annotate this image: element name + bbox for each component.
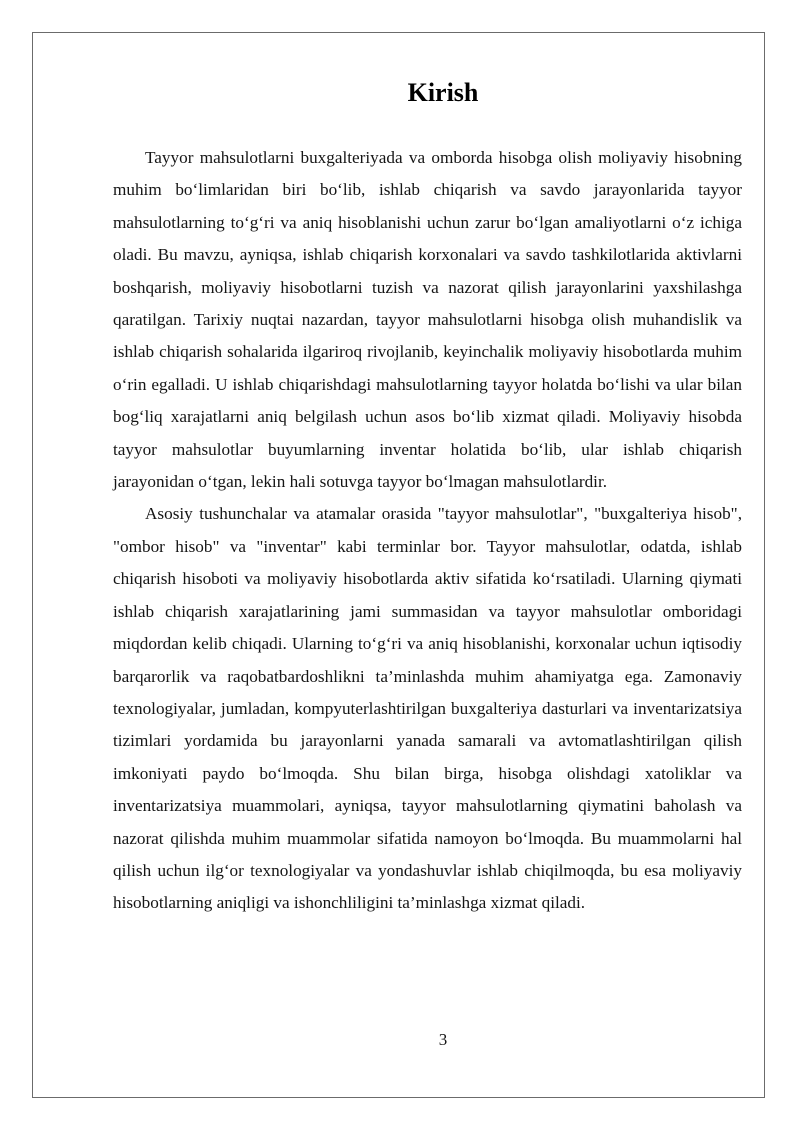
document-body xyxy=(113,142,742,920)
paragraph-key-concepts: Asosiy tushunchalar va atamalar orasida "tayyor mahsulotlar", "buxgalteriya hisob", "ombor hisob" va "inventar" kabi terminlar bor. Tayyor mahsulotlar, odatda, ishlab chiqarish hisoboti va moliyaviy hisobotlarda aktiv sifatida ko‘rsatiladi. Ularning qiymati ishlab chiqarish xarajatlarining jami summasidan va tayyor mahsulotlar omboridagi miqdordan kelib chiqadi. Ularning to‘g‘ri va aniq hisoblanishi, korxonalar uchun iqtisodiy barqarorlik va raqobatbardoshlikni ta’minlashda muhim ahamiyatga ega. Zamonaviy texnologiyalar, jumladan, kompyuterlashtirilgan buxgalteriya dasturlari va inventarizatsiya tizimlari yordamida bu jarayonlarni yanada samarali va avtomatlashtirilgan qilish imkoniyati paydo bo‘lmoqda. Shu bilan birga, hisobga olishdagi xatoliklar va inventarizatsiya muammolari, ayniqsa, tayyor mahsulotlarning qiymatini baholash va nazorat qilishda muhim muammolar sifatida namoyon bo‘lmoqda. Bu muammolarni hal qilish uchun ilg‘or texnologiyalar va yondashuvlar ishlab chiqilmoqda, bu esa moliyaviy hisobotlarning aniqligi va ishonchliligini ta’minlashga xizmat qiladi. xyxy=(113,504,742,913)
page-title: Kirish xyxy=(407,78,479,107)
page-number: 3 xyxy=(438,1030,448,1049)
paragraph-intro: Tayyor mahsulotlarni buxgalteriyada va omborda hisobga olish moliyaviy hisobning muhim bo‘limlaridan biri bo‘lib, ishlab chiqarish va savdo jarayonlarida tayyor mahsulotlarning to‘g‘ri va aniq hisoblanishi uchun zarur bo‘lgan amaliyotlarni o‘z ichiga oladi. Bu mavzu, ayniqsa, ishlab chiqarish korxonalari va savdo tashkilotlarida aktivlarni boshqarish, moliyaviy hisobotlarni tuzish va nazorat qilish jarayonlarini yaxshilashga qaratilgan. Tarixiy nuqtai nazardan, tayyor mahsulotlarni hisobga olish muhandislik va ishlab chiqarish sohalarida ilgariroq rivojlanib, keyinchalik moliyaviy hisobotlarda muhim o‘rin egalladi. U ishlab chiqarishdagi mahsulotlarning tayyor holatda bo‘lishi va ular bilan bog‘liq xarajatlarni aniq belgilash uchun asos bo‘lib xizmat qiladi. Moliyaviy hisobda tayyor mahsulotlar buyumlarning inventar holatida bo‘lib, ular ishlab chiqarish jarayonidan o‘tgan, lekin hali sotuvga tayyor bo‘lmagan mahsulotlardir. xyxy=(113,148,742,492)
